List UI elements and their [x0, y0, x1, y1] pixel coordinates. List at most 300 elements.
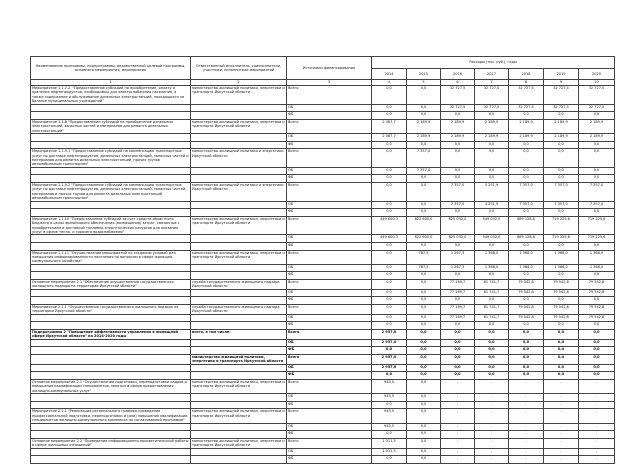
- expense-value: 0,0: [544, 175, 579, 183]
- table-row: [31, 330, 615, 340]
- program-name: [31, 314, 191, 322]
- table-row: [31, 183, 615, 202]
- header-year: 2014: [372, 69, 407, 80]
- funding-source: ФБ: [287, 347, 372, 355]
- expense-value: -: [509, 423, 544, 431]
- program-name: Основное мероприятие 2.1 "Обеспечение осуществления государственного жилищного надзора на территории Иркутской области": [31, 280, 191, 290]
- expense-value: 0,0: [372, 347, 407, 355]
- expense-value: 0,0: [407, 209, 441, 217]
- expense-value: 0,0: [475, 149, 509, 168]
- expense-value: 0,0: [441, 243, 475, 251]
- executor: [191, 112, 287, 120]
- expense-value: 2 957,0: [372, 330, 407, 340]
- expense-value: 0,0: [475, 372, 509, 380]
- executor: всего, в том числе:: [191, 330, 287, 340]
- expense-value: 0,0: [441, 322, 475, 330]
- expense-value: 79 542,8: [544, 289, 579, 297]
- expense-value: 0,0: [475, 322, 509, 330]
- funding-source: ОБ: [287, 134, 372, 142]
- expense-value: 1 368,0: [544, 264, 579, 272]
- funding-source: ФБ: [287, 297, 372, 305]
- table-row: [31, 289, 615, 297]
- expense-value: 0,0: [407, 431, 441, 439]
- table-row: [31, 243, 615, 251]
- executor: [191, 364, 287, 372]
- table-row: [31, 175, 615, 183]
- header-year: 2020: [579, 69, 615, 80]
- expense-value: 0,0: [372, 104, 407, 112]
- column-index: 8: [509, 80, 544, 86]
- expense-value: 2 189,9: [579, 119, 615, 133]
- table-row: [31, 394, 615, 402]
- funding-source: Всего: [287, 250, 372, 264]
- expense-value: 0,0: [509, 209, 544, 217]
- table-row: [31, 448, 615, 456]
- program-name: [31, 322, 191, 330]
- expense-value: 449 600,3: [372, 216, 407, 235]
- expense-value: -: [544, 380, 579, 394]
- expense-value: 0,0: [372, 289, 407, 297]
- table-row: [31, 372, 615, 380]
- expense-value: 0,0: [509, 149, 544, 168]
- executor: [191, 141, 287, 149]
- expense-value: 889 128,8: [509, 216, 544, 235]
- expense-value: 2 189,9: [407, 119, 441, 133]
- executor: [191, 209, 287, 217]
- program-name: [31, 423, 191, 431]
- expense-value: 787,5: [407, 264, 441, 272]
- expense-value: 0,0: [407, 112, 441, 120]
- expense-value: 1 368,0: [579, 250, 615, 264]
- expense-value: 0,0: [544, 141, 579, 149]
- expense-value: 0,0: [475, 112, 509, 120]
- executor: [191, 314, 287, 322]
- expense-value: 0,0: [544, 355, 579, 365]
- expense-value: -: [441, 456, 475, 464]
- funding-source: ФБ: [287, 456, 372, 464]
- expense-value: 2 189,9: [441, 134, 475, 142]
- funding-source: Всего: [287, 183, 372, 202]
- expense-value: -: [475, 401, 509, 409]
- expense-value: 1 011,5: [372, 438, 407, 448]
- expense-value: -: [579, 423, 615, 431]
- table-row: [31, 409, 615, 423]
- program-name: [31, 448, 191, 456]
- table-row: [31, 423, 615, 431]
- expense-value: 0,0: [407, 322, 441, 330]
- program-name: Мероприятие 1.1.11 "Осуществление мероприятий по созданию условий для повышения информированности населения по вопросам в сфере жилищно-коммунального хозяйства": [31, 250, 191, 264]
- expense-value: -: [544, 394, 579, 402]
- funding-source: Всего: [287, 149, 372, 168]
- expense-value: -: [475, 394, 509, 402]
- expense-value: 79 542,8: [579, 289, 615, 297]
- table-row: [31, 438, 615, 448]
- program-name: Мероприятие 2.1.1 "Осуществление государственного жилищного надзора на территории Иркутской области": [31, 305, 191, 315]
- expense-value: 0,0: [509, 347, 544, 355]
- expense-value: 0,0: [372, 272, 407, 280]
- expense-value: 0,0: [441, 149, 475, 168]
- table-row: [31, 456, 615, 464]
- funding-source: ФБ: [287, 372, 372, 380]
- expense-value: 32 727,5: [475, 86, 509, 105]
- program-name: Мероприятие 1.1.10 "Предоставление субсидий за счет средств областного бюджета в целях финансового обеспечения (возмещения) затрат, связанных с приобретением и доставкой топливно-энергетических ресурсов для оказания услуг в сфере тепло- и горячего водоснабжения": [31, 216, 191, 235]
- expense-value: 0,0: [475, 272, 509, 280]
- funding-source: ОБ: [287, 314, 372, 322]
- expense-value: 0,0: [372, 175, 407, 183]
- funding-source: Всего: [287, 409, 372, 423]
- expense-value: 0,0: [441, 167, 475, 175]
- expense-value: -: [579, 448, 615, 456]
- table-row: [31, 322, 615, 330]
- expense-value: 0,0: [407, 314, 441, 322]
- expense-value: 0,0: [372, 264, 407, 272]
- expense-value: 822 600,0: [407, 216, 441, 235]
- expense-value: 945,5: [372, 380, 407, 394]
- expense-value: -: [544, 409, 579, 423]
- program-name: [31, 134, 191, 142]
- expense-value: 0,0: [579, 209, 615, 217]
- funding-source: ОБ: [287, 423, 372, 431]
- expense-value: 0,0: [372, 431, 407, 439]
- expense-value: 0,0: [407, 141, 441, 149]
- expense-value: 0,0: [407, 423, 441, 431]
- expense-value: 0,0: [441, 112, 475, 120]
- expense-value: 0,0: [509, 175, 544, 183]
- expense-value: 0,0: [544, 372, 579, 380]
- column-index: 2: [191, 80, 287, 86]
- program-name: [31, 175, 191, 183]
- expense-value: -: [544, 423, 579, 431]
- expense-value: -: [441, 394, 475, 402]
- expense-value: 7 357,0: [441, 201, 475, 209]
- expense-value: 0,0: [441, 209, 475, 217]
- expense-value: 0,0: [372, 149, 407, 168]
- expense-value: -: [509, 438, 544, 448]
- column-index: 6: [441, 80, 475, 86]
- program-name: [31, 372, 191, 380]
- expense-value: -: [441, 438, 475, 448]
- program-name: [31, 401, 191, 409]
- expense-value: -: [579, 431, 615, 439]
- expense-value: -: [475, 456, 509, 464]
- expense-value: 0,0: [407, 280, 441, 290]
- expense-value: 2 087,7: [372, 134, 407, 142]
- budget-table: [30, 56, 615, 464]
- executor: служба государственного жилищного надзора Иркутской области: [191, 280, 287, 290]
- expense-value: -: [579, 394, 615, 402]
- table-row: [31, 134, 615, 142]
- expense-value: 0,0: [372, 305, 407, 315]
- expense-value: 77 169,7: [441, 280, 475, 290]
- expense-value: 0,0: [509, 167, 544, 175]
- program-name: [31, 141, 191, 149]
- program-name: [31, 235, 191, 243]
- expense-value: 32 727,5: [579, 86, 615, 105]
- expense-value: 1 368,0: [544, 250, 579, 264]
- expense-value: 0,0: [407, 243, 441, 251]
- expense-value: 0,0: [372, 243, 407, 251]
- executor: министерство жилищной политики, энергетики и транспорта Иркутской области: [191, 216, 287, 235]
- expense-value: 0,0: [407, 372, 441, 380]
- expense-value: 945,5: [372, 409, 407, 423]
- expense-value: 81 741,7: [475, 289, 509, 297]
- expense-value: 0,0: [544, 167, 579, 175]
- funding-source: ОБ: [287, 394, 372, 402]
- expense-value: 0,0: [579, 272, 615, 280]
- expense-value: 7 357,0: [579, 201, 615, 209]
- executor: [191, 456, 287, 464]
- table-row: [31, 86, 615, 105]
- program-name: [31, 264, 191, 272]
- expense-value: 0,0: [579, 167, 615, 175]
- program-name: [31, 347, 191, 355]
- column-index: 7: [475, 80, 509, 86]
- expense-value: 2 957,0: [372, 355, 407, 365]
- expense-value: 81 741,7: [475, 314, 509, 322]
- program-name: [31, 272, 191, 280]
- header-year: 2015: [407, 69, 441, 80]
- expense-value: 32 727,5: [544, 104, 579, 112]
- expense-value: 1 368,0: [475, 250, 509, 264]
- funding-source: ОБ: [287, 289, 372, 297]
- expense-value: 0,0: [509, 112, 544, 120]
- expense-value: 0,0: [441, 364, 475, 372]
- expense-value: 0,0: [407, 394, 441, 402]
- program-name: Мероприятие 1.1.9.1 "Предоставление субсидий на компенсацию транспортных услуг по доставке нефтепродуктов, дизельных электростанций, запасных частей и материалов для ремонта дизельных электростанций, прочих грузов автомобильным транспортом": [31, 149, 191, 168]
- program-name: [31, 364, 191, 372]
- expense-value: 719 225,6: [544, 216, 579, 235]
- expense-value: -: [544, 456, 579, 464]
- executor: министерство жилищной политики, энергетики и транспорта Иркутской области: [191, 119, 287, 133]
- funding-source: ФБ: [287, 209, 372, 217]
- expense-value: 0,0: [441, 141, 475, 149]
- expense-value: -: [544, 438, 579, 448]
- expense-value: 0,0: [475, 175, 509, 183]
- expense-value: 0,0: [579, 347, 615, 355]
- funding-source: ОБ: [287, 264, 372, 272]
- expense-value: 0,0: [407, 380, 441, 394]
- expense-value: 0,0: [372, 250, 407, 264]
- expense-value: 0,0: [407, 86, 441, 105]
- expense-value: 2 957,0: [372, 364, 407, 372]
- expense-value: 0,0: [407, 201, 441, 209]
- expense-value: -: [509, 394, 544, 402]
- executor: [191, 289, 287, 297]
- funding-source: ФБ: [287, 141, 372, 149]
- expense-value: 0,0: [407, 175, 441, 183]
- expense-value: -: [579, 380, 615, 394]
- expense-value: 0,0: [475, 167, 509, 175]
- funding-source: ФБ: [287, 112, 372, 120]
- program-name: [31, 355, 191, 365]
- funding-source: ОБ: [287, 235, 372, 243]
- expense-value: 0,0: [509, 355, 544, 365]
- expense-value: 0,0: [372, 372, 407, 380]
- expense-value: 0,0: [579, 243, 615, 251]
- column-index: 4: [372, 80, 407, 86]
- header-year: 2016: [441, 69, 475, 80]
- expense-value: 0,0: [544, 209, 579, 217]
- expense-value: 0,0: [407, 272, 441, 280]
- expense-value: -: [441, 409, 475, 423]
- header-year: 2019: [544, 69, 579, 80]
- expense-value: 825 032,0: [441, 235, 475, 243]
- expense-value: 0,0: [372, 167, 407, 175]
- funding-source: Всего: [287, 216, 372, 235]
- table-row: [31, 104, 615, 112]
- program-name: [31, 167, 191, 175]
- expense-value: 0,0: [407, 297, 441, 305]
- funding-source: Всего: [287, 380, 372, 394]
- table-row: [31, 167, 615, 175]
- table-row: [31, 209, 615, 217]
- executor: министерство жилищной политики, энергетики и транспорта Иркутской области: [191, 409, 287, 423]
- expense-value: 0,0: [509, 243, 544, 251]
- expense-value: -: [475, 380, 509, 394]
- expense-value: 0,0: [407, 448, 441, 456]
- expense-value: 0,0: [509, 330, 544, 340]
- expense-value: 0,0: [579, 372, 615, 380]
- expense-value: -: [509, 456, 544, 464]
- column-index: 1: [31, 80, 191, 86]
- funding-source: Всего: [287, 86, 372, 105]
- executor: [191, 448, 287, 456]
- executor: [191, 339, 287, 347]
- executor: [191, 372, 287, 380]
- funding-source: Всего: [287, 280, 372, 290]
- expense-value: -: [441, 401, 475, 409]
- expense-value: 0,0: [509, 364, 544, 372]
- expense-value: 79 542,8: [509, 289, 544, 297]
- executor: [191, 394, 287, 402]
- expense-value: -: [475, 438, 509, 448]
- expense-value: 0,0: [544, 322, 579, 330]
- expense-value: 0,0: [441, 347, 475, 355]
- expense-value: -: [579, 456, 615, 464]
- column-index: 5: [407, 80, 441, 86]
- executor: [191, 201, 287, 209]
- expense-value: 0,0: [544, 347, 579, 355]
- expense-value: 0,0: [475, 347, 509, 355]
- executor: служба государственного жилищного надзора Иркутской области: [191, 305, 287, 315]
- expense-value: 0,0: [407, 104, 441, 112]
- funding-source: ОБ: [287, 167, 372, 175]
- executor: министерство жилищной политики, энергетики и транспорта Иркутской области: [192, 438, 285, 448]
- expense-value: 0,0: [475, 339, 509, 347]
- expense-value: 1 011,5: [372, 448, 407, 456]
- program-name: Мероприятие 1.1.7.2. "Предоставление субсидий на приобретение, оплату и хранение нефтепродуктов, необходимых для электоснабжения населения, а также содержание и обслуживание дизельных электростанций, находящихся на балансе муниципальных учреждений": [31, 86, 191, 105]
- expense-value: 0,0: [372, 322, 407, 330]
- executor: министерство жилищной политики, энергетики и транспорта Иркутской области: [191, 250, 287, 264]
- expense-value: 0,0: [475, 141, 509, 149]
- expense-value: 79 542,8: [544, 280, 579, 290]
- program-name: [31, 112, 191, 120]
- expense-value: -: [509, 401, 544, 409]
- expense-value: 2 189,9: [407, 134, 441, 142]
- expense-value: 7 357,0: [544, 183, 579, 202]
- expense-value: 77 169,7: [441, 305, 475, 315]
- expense-value: 0,0: [372, 201, 407, 209]
- expense-value: 0,0: [579, 149, 615, 168]
- executor: [191, 134, 287, 142]
- expense-value: 79 542,8: [579, 280, 615, 290]
- expense-value: 79 542,8: [544, 305, 579, 315]
- expense-value: 0,0: [372, 86, 407, 105]
- funding-source: Всего: [287, 355, 372, 365]
- program-name: [31, 243, 191, 251]
- executor: [191, 104, 287, 112]
- expense-value: 7 357,0: [544, 201, 579, 209]
- expense-value: 549 032,0: [475, 216, 509, 235]
- expense-value: 0,0: [372, 183, 407, 202]
- program-name: [31, 431, 191, 439]
- expense-value: -: [509, 380, 544, 394]
- expense-value: 449 600,3: [372, 235, 407, 243]
- executor: [191, 347, 287, 355]
- expense-value: 0,0: [372, 401, 407, 409]
- expense-value: 2 189,9: [579, 134, 615, 142]
- expense-value: 7 357,0: [509, 201, 544, 209]
- expense-value: 0,0: [475, 297, 509, 305]
- expense-value: 79 542,8: [509, 280, 544, 290]
- funding-source: Всего: [287, 438, 372, 448]
- program-name: [31, 289, 191, 297]
- column-index: 3: [287, 80, 372, 86]
- executor: [191, 167, 287, 175]
- executor: министерство жилищной политики, энергетики и транспорта Иркутской области: [191, 355, 287, 365]
- executor: [191, 401, 287, 409]
- expense-value: 32 727,5: [441, 86, 475, 105]
- expense-value: 0,0: [441, 297, 475, 305]
- table-row: [31, 280, 615, 290]
- program-name: Мероприятие 1.1.8 "Предоставление субсидий на приобретение дизельных электростанций, запасных частей и материалов для ремонта дизельных электростанций": [31, 119, 191, 133]
- expense-value: 0,0: [441, 330, 475, 340]
- expense-value: -: [441, 423, 475, 431]
- program-name: [31, 209, 191, 217]
- expense-value: 0,0: [407, 401, 441, 409]
- table-row: [31, 201, 615, 209]
- funding-source: ФБ: [287, 401, 372, 409]
- table-row: [31, 305, 615, 315]
- expense-value: 0,0: [579, 175, 615, 183]
- expense-value: 0,0: [407, 409, 441, 423]
- expense-value: 81 741,7: [475, 280, 509, 290]
- expense-value: 79 542,8: [579, 314, 615, 322]
- executor: [191, 264, 287, 272]
- column-index: 9: [544, 80, 579, 86]
- expense-value: 0,0: [579, 297, 615, 305]
- table-row: [31, 431, 615, 439]
- table-row: [31, 347, 615, 355]
- funding-source: ФБ: [287, 243, 372, 251]
- expense-value: 7 357,0: [407, 149, 441, 168]
- program-name: Мероприятие 1.1.9.2 "Предоставление субсидий на компенсацию транспортных услуг по доставке нефтепродуктов, дизельных электростанций, запасных частей, материалов и прочих грузов для ремонта дизельных электростанций автомобильным транспортом": [31, 183, 191, 202]
- expense-value: 0,0: [579, 339, 615, 347]
- table-row: [31, 364, 615, 372]
- expense-value: 0,0: [579, 355, 615, 365]
- expense-value: 0,0: [579, 364, 615, 372]
- expense-value: -: [579, 409, 615, 423]
- table-row: [31, 355, 615, 365]
- expense-value: 32 727,5: [544, 86, 579, 105]
- expense-value: -: [441, 380, 475, 394]
- expense-value: 0,0: [441, 272, 475, 280]
- executor: [191, 272, 287, 280]
- expense-value: -: [475, 409, 509, 423]
- expense-value: 549 032,0: [475, 235, 509, 243]
- funding-source: ОБ: [287, 201, 372, 209]
- program-name: Основное мероприятие 2.1 "Осуществление подготовки, переподготовки кадров и повышения квалификации специалистов, занятых в сфере предоставления жилищно-коммунальных услуг": [31, 380, 191, 394]
